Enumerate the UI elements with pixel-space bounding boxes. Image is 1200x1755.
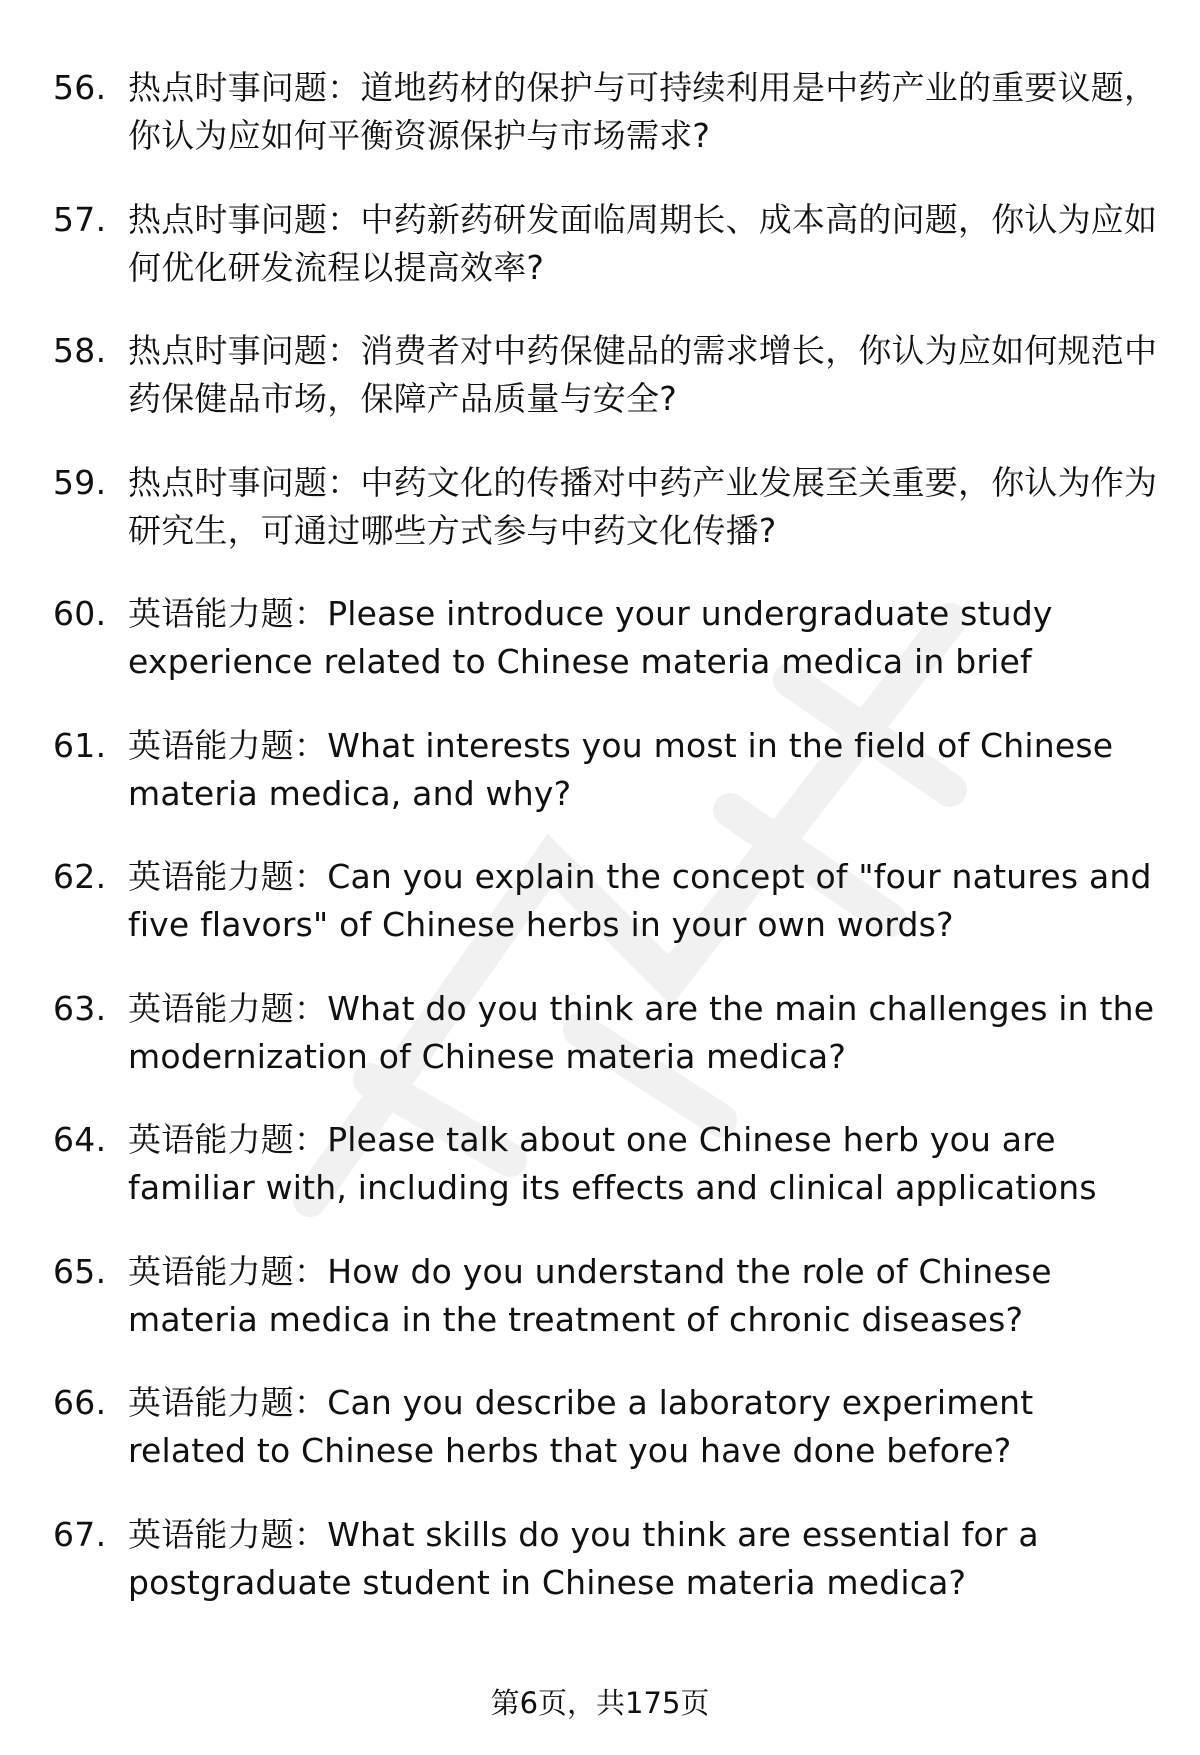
question-text: 英语能力题：Can you describe a laboratory experiment related to Chinese herbs that you have done before? — [128, 1383, 1034, 1470]
question-number: 64. — [53, 1120, 107, 1159]
question-number: 59. — [53, 462, 107, 502]
question-number: 67. — [53, 1514, 107, 1554]
question-item-61 — [0, 722, 1200, 854]
question-text: 英语能力题：Can you explain the concept of "four natures and five flavors" of Chinese herbs in your own words? — [128, 857, 1152, 944]
question-item-64 — [0, 1116, 1200, 1248]
question-item-59 — [0, 459, 1200, 591]
question-text: 热点时事问题：道地药材的保护与可持续利用是中药产业的重要议题，你认为应如何平衡资源保护与市场需求? — [128, 68, 1158, 155]
question-text: 英语能力题：How do you understand the role of Chinese materia medica in the treatment of chronic diseases? — [128, 1251, 1052, 1339]
question-number: 62. — [53, 857, 107, 896]
question-item-63 — [0, 985, 1200, 1117]
question-number: 57. — [53, 199, 107, 239]
question-text: 热点时事问题：中药新药研发面临周期长、成本高的问题，你认为应如何优化研发流程以提高效率? — [128, 199, 1158, 287]
question-number: 61. — [53, 725, 107, 765]
question-number: 63. — [53, 988, 107, 1028]
question-number: 60. — [53, 594, 107, 633]
question-text: 英语能力题：What skills do you think are essential for a postgraduate student in Chinese materia medica? — [128, 1514, 1039, 1602]
question-item-56 — [0, 64, 1200, 196]
question-number: 65. — [53, 1251, 107, 1291]
question-item-62 — [0, 853, 1200, 985]
question-item-57 — [0, 196, 1200, 328]
question-text: 英语能力题：Please talk about one Chinese herb you are familiar with, including its effects and clinical applications — [128, 1120, 1097, 1207]
question-item-66 — [0, 1379, 1200, 1511]
question-text: 热点时事问题：中药文化的传播对中药产业发展至关重要，你认为作为研究生，可通过哪些方式参与中药文化传播? — [128, 462, 1158, 550]
question-list — [0, 64, 1200, 1642]
question-number: 58. — [53, 331, 107, 370]
question-text: 英语能力题：What interests you most in the field of Chinese materia medica, and why? — [128, 725, 1114, 813]
question-item-58 — [0, 327, 1200, 459]
question-text: 英语能力题：Please introduce your undergraduate study experience related to Chinese materia medica in brief — [128, 594, 1053, 681]
question-text: 热点时事问题：消费者对中药保健品的需求增长，你认为应如何规范中药保健品市场，保障产品质量与安全? — [128, 331, 1158, 418]
question-item-60 — [0, 590, 1200, 722]
page-number-footer: 第6页，共175页 — [490, 1686, 710, 1720]
question-item-65 — [0, 1248, 1200, 1380]
question-text: 英语能力题：What do you think are the main challenges in the modernization of Chinese materia medica? — [128, 988, 1155, 1076]
question-number: 56. — [53, 68, 107, 107]
question-number: 66. — [53, 1383, 107, 1422]
question-item-67 — [0, 1511, 1200, 1643]
